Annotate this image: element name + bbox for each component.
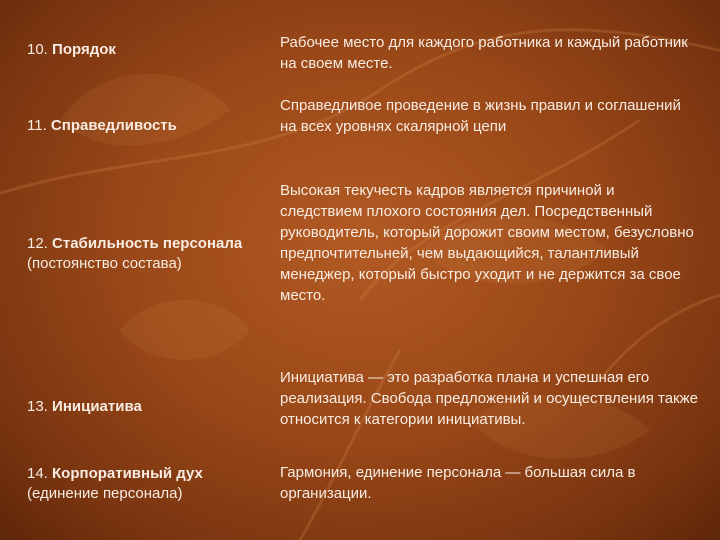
- principle-number: 14.: [27, 465, 48, 482]
- principle-term: Корпоративный дух: [52, 465, 203, 482]
- principle-note: (постоянство состава): [27, 255, 182, 272]
- principle-number: 13.: [27, 398, 48, 415]
- principle-term: Порядок: [52, 41, 116, 58]
- principle-description: Справедливое проведение в жизнь правил и соглашений на всех уровнях скалярной цепи: [280, 97, 681, 135]
- principle-term: Справедливость: [50, 117, 177, 134]
- principle-title: [27, 397, 252, 417]
- principle-description: Рабочее место для каждого работника и каждый работник на своем месте.: [280, 34, 688, 72]
- principle-number: 11.: [27, 117, 47, 134]
- principle-number: 12.: [27, 235, 48, 252]
- principle-title: [27, 116, 252, 136]
- principle-title: [27, 464, 252, 504]
- principle-term: Инициатива: [52, 398, 142, 415]
- principle-note: (единение персонала): [27, 485, 183, 502]
- principle-term: Стабильность персонала: [52, 235, 243, 252]
- principle-description: Гармония, единение персонала — большая сила в организации.: [280, 464, 636, 502]
- principle-number: 10.: [27, 41, 48, 58]
- principle-description: Высокая текучесть кадров является причиной и следствием плохого состояния дел. Посредственный руководитель, который дорожит своим местом, безусловно предпочтительней, чем выдающийся, талантливый менеджер, который быстро уходит и не держится за свое место.: [280, 182, 694, 304]
- principle-title: [27, 40, 252, 60]
- principle-title: [27, 234, 252, 274]
- principle-description: Инициатива — это разработка плана и успешная его реализация. Свобода предложений и осуществления также относится к категории инициативы.: [280, 369, 698, 428]
